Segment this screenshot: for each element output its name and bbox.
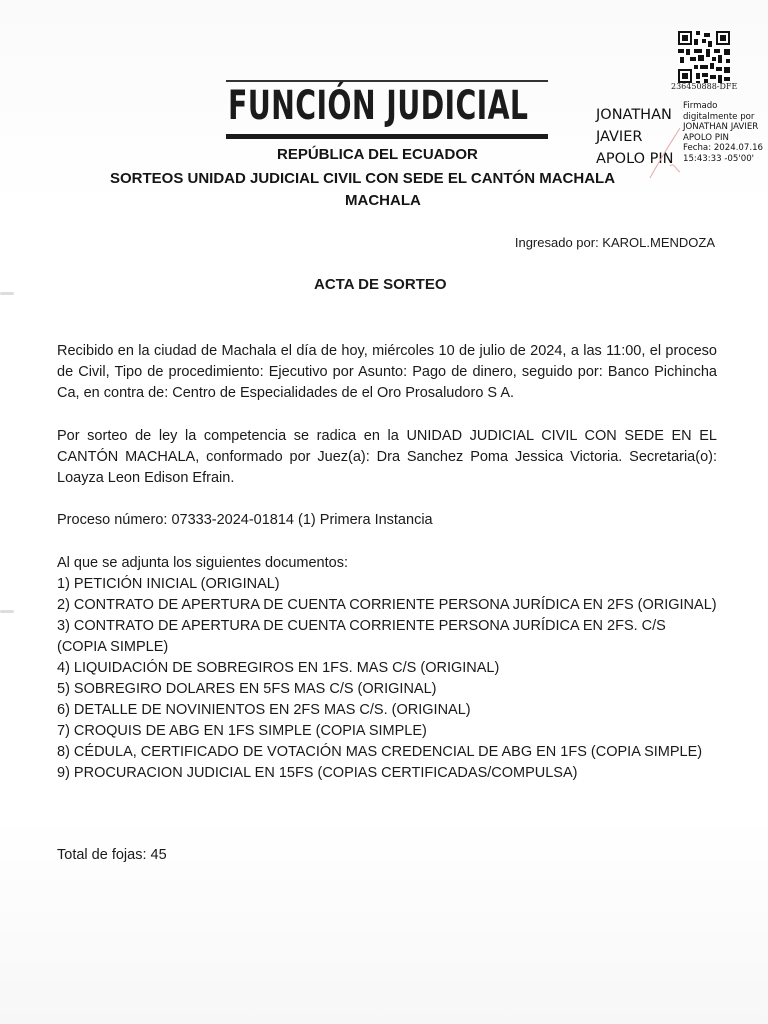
brand-underline xyxy=(226,134,548,139)
signer-name-line: JONATHAN xyxy=(596,107,672,123)
list-item: 8) CÉDULA, CERTIFICADO DE VOTACIÓN MAS CREDENCIAL DE ABG EN 1FS (COPIA SIMPLE) xyxy=(57,744,703,760)
process-number: Proceso número: 07333-2024-01814 (1) Primera Instancia xyxy=(57,512,433,528)
country-heading: REPÚBLICA DEL ECUADOR xyxy=(277,146,478,163)
documents-intro: Al que se adjunta los siguientes documentos: xyxy=(57,555,348,571)
city-heading: MACHALA xyxy=(345,192,421,209)
list-item: 4) LIQUIDACIÓN DE SOBREGIROS EN 1FS. MAS C/S (ORIGINAL) xyxy=(57,660,500,676)
brand-top-rule xyxy=(226,80,548,82)
list-item: 3) CONTRATO DE APERTURA DE CUENTA CORRIENTE PERSONA JURÍDICA EN 2FS. C/S (COPIA SIMPLE) xyxy=(57,618,666,655)
entered-by: Ingresado por: KAROL.MENDOZA xyxy=(514,235,715,250)
documents-list xyxy=(57,553,717,784)
qr-code-icon xyxy=(678,31,730,83)
punch-mark xyxy=(0,610,14,613)
signature-scribble-icon xyxy=(640,126,700,186)
list-item: 2) CONTRATO DE APERTURA DE CUENTA CORRIENTE PERSONA JURÍDICA EN 2FS (ORIGINAL) xyxy=(57,597,717,613)
total-pages: Total de fojas: 45 xyxy=(57,847,167,863)
list-item: 9) PROCURACION JUDICIAL EN 15FS (COPIAS CERTIFICADAS/COMPULSA) xyxy=(57,765,578,781)
signature-detail-line: Fecha: 2024.07.16 xyxy=(683,143,764,154)
competence-paragraph: Por sorteo de ley la competencia se radica en la UNIDAD JUDICIAL CIVIL CON SEDE EN EL CANTÓN MACHALA, conformado por Juez(a): Dra Sanchez Poma Jessica Victoria. Secretaria(o): Loayza Leon Edison Efrain. xyxy=(57,428,717,486)
brand-title: FUNCIÓN JUDICIAL xyxy=(228,83,529,129)
signature-detail-line: 15:43:33 -05'00' xyxy=(683,153,755,164)
received-paragraph: Recibido en la ciudad de Machala el día de hoy, miércoles 10 de julio de 2024, a las 11:00, el proceso de Civil, Tipo de procedimiento: Ejecutivo por Asunto: Pago de dinero, seguido por: Banco Pichincha Ca, en contra de: Centro de Especialidades de el Oro Prosaludoro S A. xyxy=(57,343,717,401)
list-item: 5) SOBREGIRO DOLARES EN 5FS MAS C/S (ORIGINAL) xyxy=(57,681,437,697)
signature-detail-line: JONATHAN JAVIER xyxy=(683,122,759,133)
unit-heading: SORTEOS UNIDAD JUDICIAL CIVIL CON SEDE EL CANTÓN MACHALA xyxy=(110,170,616,187)
document-title: ACTA DE SORTEO xyxy=(314,276,447,293)
list-item: 6) DETALLE DE NOVINIENTOS EN 2FS MAS C/S. (ORIGINAL) xyxy=(57,702,471,718)
qr-code-text: 236450888-DFE xyxy=(671,82,738,91)
signature-detail-line: APOLO PIN xyxy=(683,132,729,143)
signature-detail-line: digitalmente por xyxy=(683,111,755,122)
punch-mark xyxy=(0,292,14,295)
list-item: 1) PETICIÓN INICIAL (ORIGINAL) xyxy=(57,576,280,592)
signature-detail-line: Firmado xyxy=(683,101,718,111)
list-item: 7) CROQUIS DE ABG EN 1FS SIMPLE (COPIA SIMPLE) xyxy=(57,723,427,739)
signer-name-line: JAVIER xyxy=(596,129,643,145)
signer-name-line: APOLO PIN xyxy=(596,151,674,167)
